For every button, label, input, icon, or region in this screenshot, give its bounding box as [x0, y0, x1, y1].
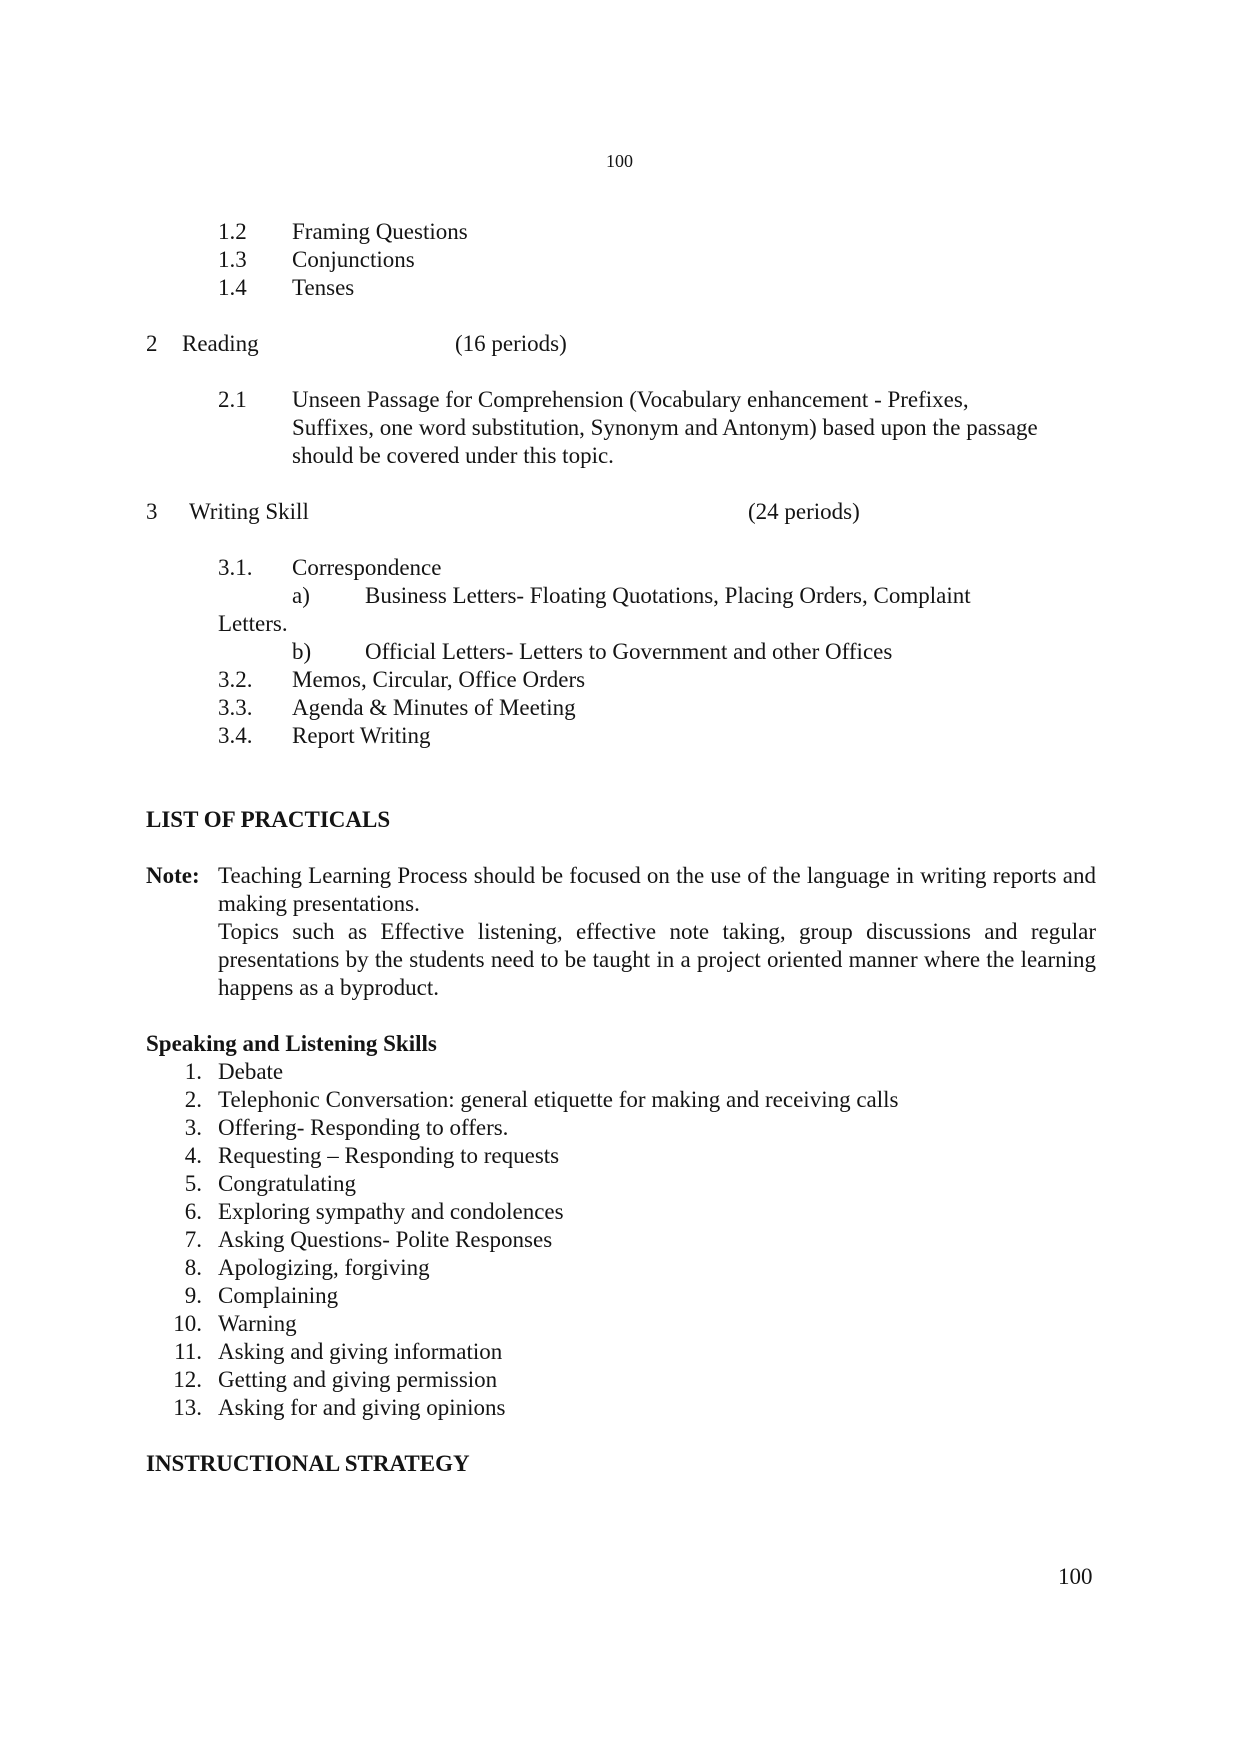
list-item-num: 4.	[184, 1143, 202, 1168]
list-item-num: 9.	[184, 1283, 202, 1308]
reading-item-line: Unseen Passage for Comprehension (Vocabulary enhancement - Prefixes,	[292, 387, 969, 412]
list-item-text: Debate	[218, 1059, 284, 1084]
reading-periods: (16 periods)	[455, 331, 567, 356]
list-item-num: 8.	[184, 1255, 202, 1280]
sub-item-a-label: a)	[292, 583, 310, 608]
grammar-item-text: Framing Questions	[292, 219, 468, 244]
sub-item-b-text: Official Letters- Letters to Government and other Offices	[365, 639, 893, 664]
list-item-num: 5.	[184, 1171, 202, 1196]
reading-section-title: Reading	[182, 331, 259, 356]
writing-item-num: 3.4.	[218, 723, 253, 748]
correspondence-label: Correspondence	[292, 555, 442, 580]
list-item-num: 6.	[184, 1199, 202, 1224]
list-item-num: 1.	[184, 1059, 202, 1084]
writing-item-text: Memos, Circular, Office Orders	[292, 667, 586, 692]
list-item-text: Requesting – Responding to requests	[218, 1143, 560, 1168]
grammar-item-text: Conjunctions	[292, 247, 415, 272]
list-item-text: Congratulating	[218, 1171, 356, 1196]
reading-section-num: 2	[146, 331, 158, 356]
instructional-heading: INSTRUCTIONAL STRATEGY	[146, 1451, 470, 1476]
practicals-heading: LIST OF PRACTICALS	[146, 807, 391, 832]
list-item-text: Complaining	[218, 1283, 339, 1308]
note-paragraph-2: Topics such as Effective listening, effective note taking, group discussions and regular presentations by the students need to be taught in a project oriented manner where the learning happens as a byproduct.	[218, 919, 1096, 1000]
list-item-text: Exploring sympathy and condolences	[218, 1199, 564, 1224]
list-item-text: Asking for and giving opinions	[218, 1395, 506, 1420]
list-item-num: 3.	[184, 1115, 202, 1140]
writing-section-title: Writing Skill	[189, 499, 309, 524]
list-item-text: Asking and giving information	[218, 1339, 503, 1364]
reading-item-line: should be covered under this topic.	[292, 443, 614, 468]
list-item-num: 13.	[173, 1395, 202, 1420]
list-item-text: Apologizing, forgiving	[218, 1255, 430, 1280]
grammar-item-text: Tenses	[292, 275, 355, 300]
writing-item-text: Agenda & Minutes of Meeting	[292, 695, 576, 720]
list-item-text: Telephonic Conversation: general etiquette for making and receiving calls	[218, 1087, 899, 1112]
list-item-text: Getting and giving permission	[218, 1367, 498, 1392]
sub-item-a-text: Business Letters- Floating Quotations, Placing Orders, Complaint	[365, 583, 971, 608]
list-item-text: Asking Questions- Polite Responses	[218, 1227, 553, 1252]
list-item-num: 7.	[184, 1227, 202, 1252]
list-item-text: Offering- Responding to offers.	[218, 1115, 509, 1140]
list-item-num: 11.	[174, 1339, 202, 1364]
grammar-item-num: 1.2	[218, 219, 247, 244]
writing-periods: (24 periods)	[748, 499, 860, 524]
sub-item-b-label: b)	[292, 639, 312, 664]
sub-item-a-wrap: Letters.	[218, 611, 288, 636]
speaking-heading: Speaking and Listening Skills	[146, 1031, 437, 1056]
list-item-num: 12.	[173, 1367, 202, 1392]
list-item-num: 10.	[173, 1311, 202, 1336]
note-paragraph-1: Teaching Learning Process should be focused on the use of the language in writing reports and making presentations.	[218, 863, 1096, 916]
grammar-item-num: 1.4	[218, 275, 247, 300]
correspondence-num: 3.1.	[218, 555, 253, 580]
writing-item-num: 3.2.	[218, 667, 253, 692]
list-item-text: Warning	[218, 1311, 297, 1336]
writing-item-num: 3.3.	[218, 695, 253, 720]
grammar-item-num: 1.3	[218, 247, 247, 272]
writing-item-text: Report Writing	[292, 723, 431, 748]
reading-item-num: 2.1	[218, 387, 247, 412]
writing-section-num: 3	[146, 499, 158, 524]
list-item-num: 2.	[184, 1087, 202, 1112]
header-page-number: 100	[606, 151, 633, 171]
footer-page-number: 100	[1058, 1564, 1093, 1589]
reading-item-line: Suffixes, one word substitution, Synonym and Antonym) based upon the passage	[292, 415, 1038, 440]
note-label: Note:	[146, 863, 200, 888]
